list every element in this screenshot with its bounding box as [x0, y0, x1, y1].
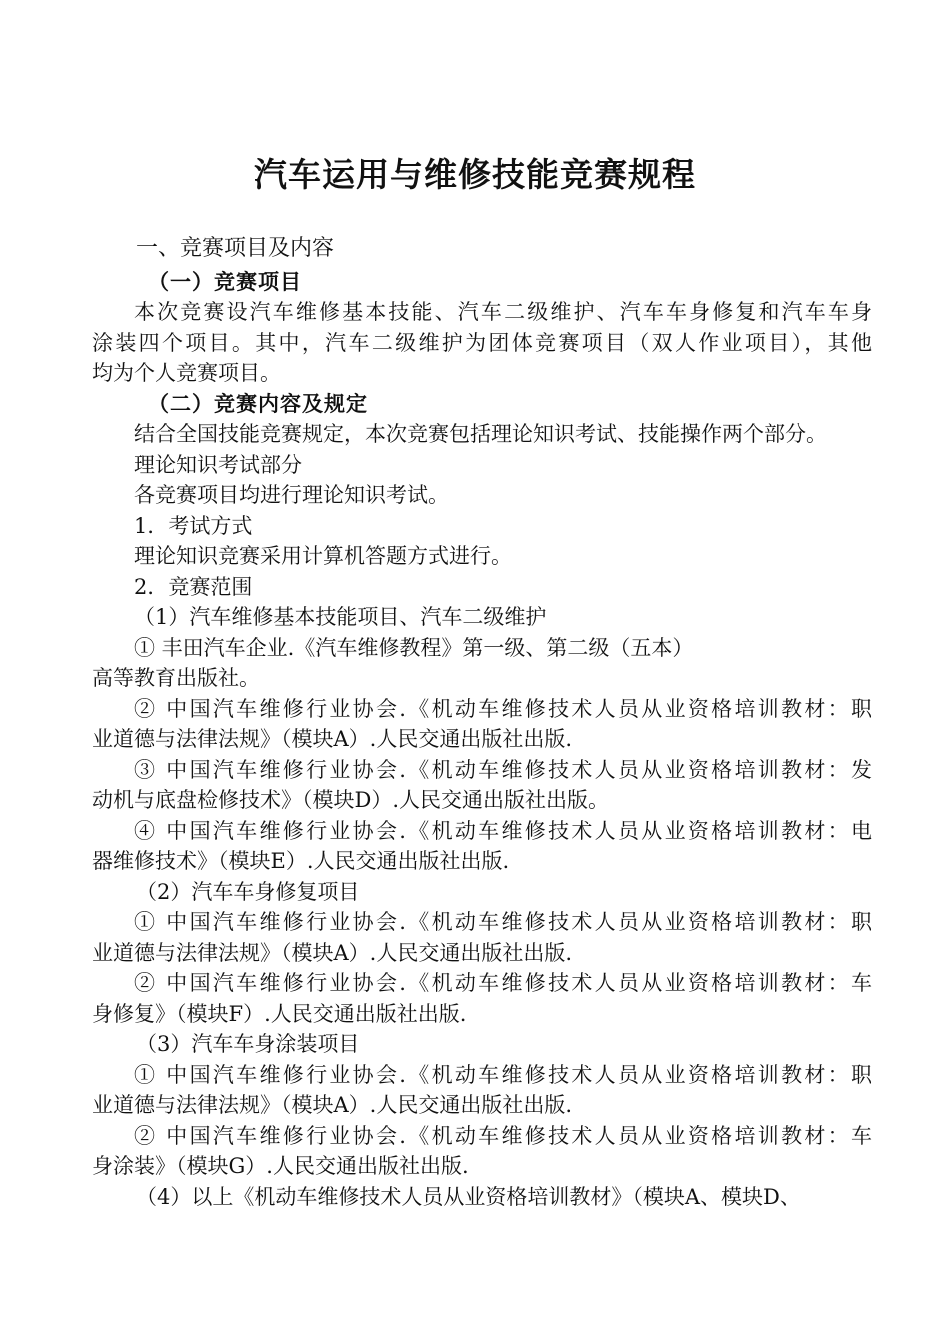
- list-heading: （2）汽车车身修复项目: [136, 879, 360, 904]
- subsection-heading: （一）竞赛项目: [148, 268, 302, 294]
- paragraph-line: 结合全国技能竞赛规定，本次竞赛包括理论知识考试、技能操作两个部分。: [134, 422, 827, 446]
- list-item: ④ 中国汽车维修行业协会.《机动车维修技术人员从业资格培训教材：电: [134, 818, 872, 843]
- list-item-continued: 业道德与法律法规》（模块A）.人民交通出版社出版.: [92, 1093, 573, 1117]
- paragraph-line: 1．考试方式: [134, 513, 253, 538]
- paragraph-line: 均为个人竞赛项目。: [92, 361, 281, 385]
- paragraph-line: 本次竞赛设汽车维修基本技能、汽车二级维护、汽车车身修复和汽车车身: [134, 300, 872, 324]
- list-item: ① 丰田汽车企业.《汽车维修教程》第一级、第二级（五本）: [134, 635, 694, 660]
- list-item: ③ 中国汽车维修行业协会.《机动车维修技术人员从业资格培训教材：发: [134, 757, 872, 782]
- list-item: ② 中国汽车维修行业协会.《机动车维修技术人员从业资格培训教材：车: [134, 1123, 872, 1148]
- paragraph-line: 理论知识考试部分: [134, 452, 302, 477]
- list-heading: （3）汽车车身涂装项目: [136, 1032, 360, 1056]
- list-item-continued: 身修复》（模块F）.人民交通出版社出版.: [92, 1001, 467, 1026]
- page-title: 汽车运用与维修技能竞赛规程: [254, 155, 696, 194]
- document-body: [92, 234, 872, 1212]
- subsection-heading: （二）竞赛内容及规定: [148, 390, 368, 416]
- list-heading: （1）汽车维修基本技能项目、汽车二级维护: [134, 605, 547, 629]
- list-item-continued: 高等教育出版社。: [92, 666, 260, 690]
- list-item-continued: 器维修技术》（模块E）.人民交通出版社出版.: [92, 849, 510, 873]
- list-item: ① 中国汽车维修行业协会.《机动车维修技术人员从业资格培训教材：职: [134, 1062, 872, 1087]
- list-item-continued: 业道德与法律法规》（模块A）.人民交通出版社出版.: [92, 727, 573, 751]
- paragraph-line: 各竞赛项目均进行理论知识考试。: [134, 483, 449, 507]
- list-item: ② 中国汽车维修行业协会.《机动车维修技术人员从业资格培训教材：职: [134, 696, 872, 721]
- list-item-continued: 业道德与法律法规》（模块A）.人民交通出版社出版.: [92, 940, 573, 965]
- section-heading: 一、竞赛项目及内容: [136, 236, 335, 261]
- paragraph-line: 2．竞赛范围: [134, 574, 253, 599]
- paragraph-line: 涂装四个项目。其中，汽车二级维护为团体竞赛项目（双人作业项目），其他: [92, 330, 872, 355]
- list-item-continued: 动机与底盘检修技术》（模块D）.人民交通出版社出版。: [92, 788, 610, 812]
- list-item: ② 中国汽车维修行业协会.《机动车维修技术人员从业资格培训教材：车: [134, 971, 872, 995]
- list-heading: （4）以上《机动车维修技术人员从业资格培训教材》（模块A、模块D、: [136, 1184, 801, 1209]
- list-item-continued: 身涂装》（模块G）.人民交通出版社出版.: [92, 1154, 469, 1178]
- paragraph-line: 理论知识竞赛采用计算机答题方式进行。: [134, 544, 512, 568]
- list-item: ① 中国汽车维修行业协会.《机动车维修技术人员从业资格培训教材：职: [134, 910, 872, 934]
